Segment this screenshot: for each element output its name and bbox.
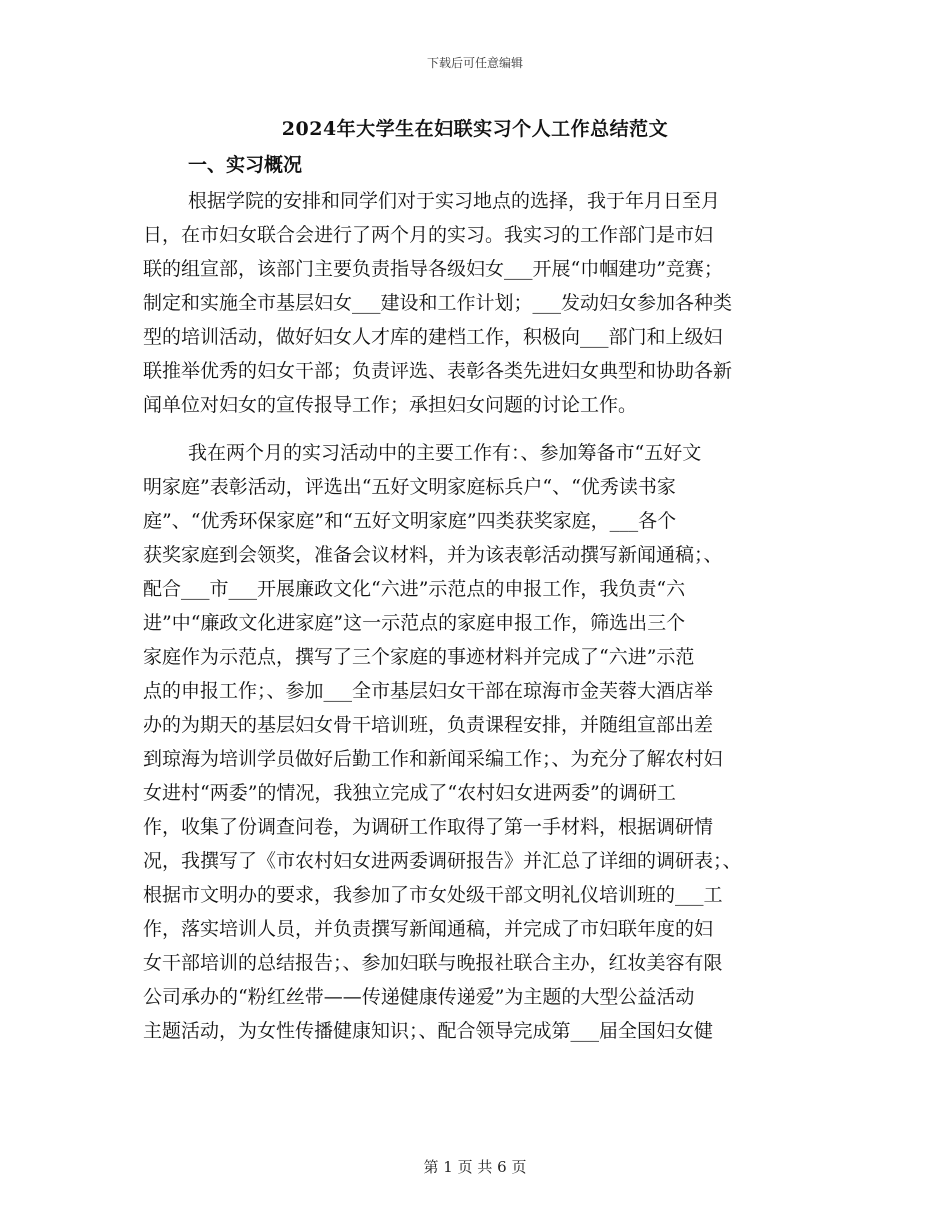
text-line: 家庭作为示范点，撰写了三个家庭的事迹材料并完成了“六进”示范 xyxy=(143,646,695,668)
text-line: 主题活动，为女性传播健康知识；、配合领导完成第___届全国妇女健 xyxy=(143,1020,714,1042)
text-line: 制定和实施全市基层妇女___建设和工作计划；___发动妇女参加各种类 xyxy=(143,292,733,314)
section-heading: 一、实习概况 xyxy=(188,154,303,176)
text-line: 根据学院的安排和同学们对于实习地点的选择，我于年月日至月 xyxy=(188,190,721,212)
text-line: 闻单位对妇女的宣传报导工作；承担妇女问题的讨论工作。 xyxy=(143,394,638,416)
text-line: 配合___市___开展廉政文化“六进”示范点的申报工作，我负责“六 xyxy=(143,578,686,600)
text-line: 明家庭”表彰活动，评选出“五好文明家庭标兵户“、“优秀读书家 xyxy=(143,476,676,498)
text-line: 联推举优秀的妇女干部；负责评选、表彰各类先进妇女典型和协助各新 xyxy=(143,360,733,382)
text-line: 进”中“廉政文化进家庭”这一示范点的家庭申报工作，筛选出三个 xyxy=(143,612,686,634)
text-line: 况，我撰写了《市农村妇女进两委调研报告》并汇总了详细的调研表；、 xyxy=(143,850,742,872)
text-line: 女进村“两委”的情况，我独立完成了“农村妇女进两委”的调研工 xyxy=(143,782,676,804)
text-line: 日，在市妇女联合会进行了两个月的实习。我实习的工作部门是市妇 xyxy=(143,224,714,246)
text-line: 点的申报工作；、参加___全市基层妇女干部在琼海市金芙蓉大酒店举 xyxy=(143,680,714,702)
paragraph-1 xyxy=(143,184,809,422)
text-line: 我在两个月的实习活动中的主要工作有：、参加筹备市“五好文 xyxy=(188,442,702,464)
text-line: 获奖家庭到会领奖，准备会议材料，并为该表彰活动撰写新闻通稿；、 xyxy=(143,544,723,566)
document-title: 2024年大学生在妇联实习个人工作总结范文 xyxy=(281,118,669,140)
header-note: 下载后可任意编辑 xyxy=(426,56,523,70)
text-line: 联的组宣部，该部门主要负责指导各级妇女___开展“巾帼建功”竞赛； xyxy=(143,258,723,280)
page-footer: 第 1 页 共 6 页 xyxy=(423,1158,527,1176)
text-line: 办的为期天的基层妇女骨干培训班，负责课程安排，并随组宣部出差 xyxy=(143,714,714,736)
text-line: 公司承办的“粉红丝带——传递健康传递爱”为主题的大型公益活动 xyxy=(143,986,695,1008)
text-line: 作，收集了份调查问卷，为调研工作取得了第一手材料，根据调研情 xyxy=(143,816,714,838)
text-line: 作，落实培训人员，并负责撰写新闻通稿，并完成了市妇联年度的妇 xyxy=(143,918,714,940)
text-line: 根据市文明办的要求，我参加了市女处级干部文明礼仪培训班的___工 xyxy=(143,884,723,906)
paragraph-2 xyxy=(143,436,809,1048)
text-line: 到琼海为培训学员做好后勤工作和新闻采编工作；、为充分了解农村妇 xyxy=(143,748,723,770)
text-line: 女干部培训的总结报告；、参加妇联与晚报社联合主办，红妆美容有限 xyxy=(143,952,723,974)
text-line: 庭”、“优秀环保家庭”和“五好文明家庭”四类获奖家庭，___各个 xyxy=(143,510,677,532)
text-line: 型的培训活动，做好妇女人才库的建档工作，积极向___部门和上级妇 xyxy=(143,326,723,348)
